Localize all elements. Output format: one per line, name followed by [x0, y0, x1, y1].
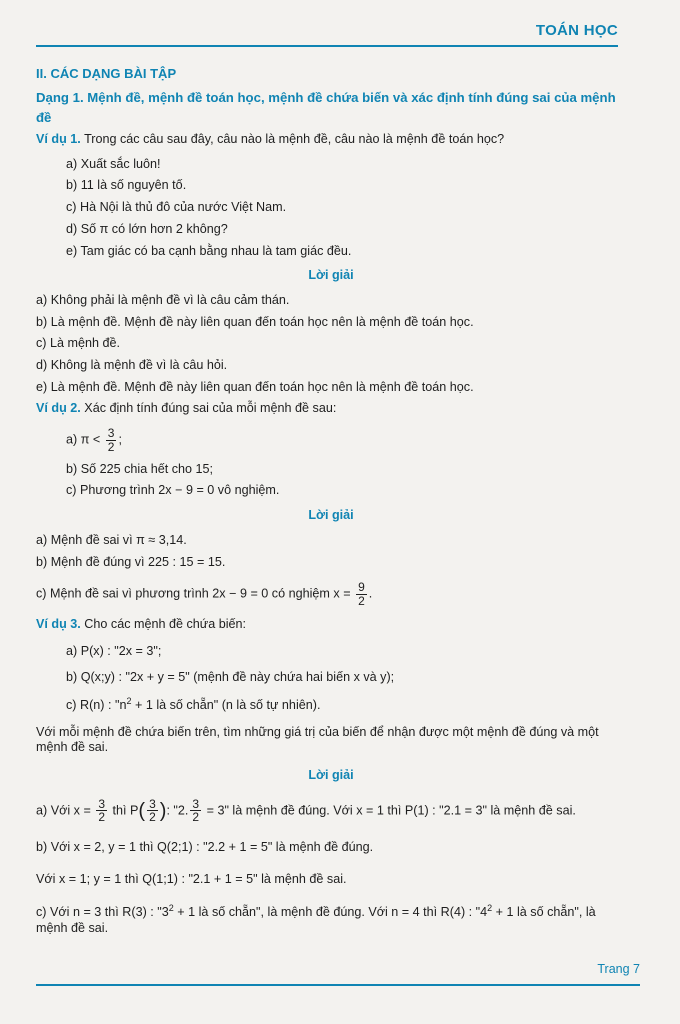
example-3-answer-b2: Với x = 1; y = 1 thì Q(1;1) : "2.1 + 1 = 5" là mệnh đề sai.: [36, 871, 347, 886]
close-paren: ): [159, 799, 167, 822]
exponent: 2: [126, 695, 132, 706]
example-3-item-c-suffix: + 1 là số chẵn" (n là số tự nhiên).: [131, 697, 321, 712]
fraction-9-2: [356, 581, 367, 607]
example-3-item-c: [66, 691, 626, 719]
example-1-answer-d: d) Không là mệnh đề vì là câu hỏi.: [36, 358, 228, 373]
footer-rule: [36, 984, 640, 986]
example-2-answer-a: a) Mệnh đề sai vì π ≈ 3,14.: [36, 532, 187, 547]
example-3-text: Cho các mệnh đề chứa biến:: [80, 617, 247, 632]
fraction-3-2: [147, 798, 158, 824]
fraction-denominator: 2: [98, 810, 105, 825]
example-3: [36, 617, 626, 633]
example-3-solution-label: Lời giải: [308, 768, 354, 783]
example-3-item-a: a) P(x) : "2x = 3";: [66, 644, 162, 659]
example-2-item-b: b) Số 225 chia hết cho 15;: [66, 461, 214, 476]
example-2-label: Ví dụ 2.: [36, 400, 81, 415]
example-2-answer-b: b) Mệnh đề đúng vì 225 : 15 = 15.: [36, 554, 226, 569]
example-3-item-c-prefix: c) R(n) : "n: [66, 697, 127, 712]
fraction-numerator: 3: [107, 426, 115, 441]
example-3-answer-c: [36, 895, 626, 945]
example-3-item-b: b) Q(x;y) : "2x + y = 5" (mệnh đề này chứa hai biến x và y);: [66, 669, 395, 684]
open-paren: (: [138, 799, 146, 822]
fraction-denominator: 2: [358, 593, 365, 608]
fraction-numerator: 3: [149, 796, 156, 811]
example-3-answer-a-p3: : "2.: [166, 803, 189, 818]
fraction-3-2: [190, 798, 201, 824]
example-2-answer-c: [36, 573, 626, 615]
example-3-answer-b1: b) Với x = 2, y = 1 thì Q(2;1) : "2.2 + 1 = 5" là mệnh đề đúng.: [36, 839, 374, 854]
example-1-answer-b: b) Là mệnh đề. Mệnh đề này liên quan đến toán học nên là mệnh đề toán học.: [36, 314, 474, 329]
example-1-answer-a: a) Không phải là mệnh đề vì là câu cảm thán.: [36, 292, 290, 307]
example-3-label: Ví dụ 3.: [36, 617, 81, 632]
example-3-answer-c-p1: c) Với n = 3 thì R(3) : "3: [36, 905, 169, 920]
example-1-item-c: c) Hà Nội là thủ đô của nước Việt Nam.: [66, 200, 287, 215]
fraction-numerator: 9: [358, 580, 365, 595]
example-2-item-a: [66, 422, 626, 458]
header-title: TOÁN HỌC: [535, 22, 618, 39]
example-3-paragraph: Với mỗi mệnh đề chứa biến trên, tìm những giá trị của biến để nhận được một mệnh đề đúng và một mệnh đề sai.: [36, 724, 599, 755]
example-3-answer-c-p3: + 1 là số chẵn", là mệnh đề sai.: [36, 905, 596, 936]
example-1-item-a: a) Xuất sắc luôn!: [66, 156, 161, 171]
fraction-3-2: [106, 427, 117, 453]
fraction-numerator: 3: [192, 796, 200, 811]
example-1-text: Trong các câu sau đây, câu nào là mệnh đề, câu nào là mệnh đề toán học?: [80, 131, 505, 146]
fraction-denominator: 2: [149, 810, 156, 825]
fraction-3-2: [96, 798, 107, 824]
fraction-denominator: 2: [107, 439, 115, 454]
fraction-denominator: 2: [192, 810, 200, 825]
exponent: 2: [487, 903, 493, 914]
page-number: Trang 7: [597, 962, 640, 976]
dang1-title: Dạng 1. Mệnh đề, mệnh đề toán học, mệnh đề chứa biến và xác định tính đúng sai của mệnh đề: [36, 90, 616, 126]
example-3-answer-a-p1: a) Với x =: [36, 803, 91, 818]
example-1-solution-label: Lời giải: [308, 268, 354, 283]
example-1-answer-e: e) Là mệnh đề. Mệnh đề này liên quan đến toán học nên là mệnh đề toán học.: [36, 379, 474, 394]
example-2: [36, 401, 626, 417]
example-1-item-d: d) Số π có lớn hơn 2 không?: [66, 221, 228, 236]
header-rule: [36, 45, 618, 47]
example-1-item-b: b) 11 là số nguyên tố.: [66, 178, 187, 193]
example-2-solution-label: Lời giải: [308, 508, 354, 523]
example-2-item-a-prefix: a) π <: [66, 432, 101, 447]
exponent: 2: [168, 903, 174, 914]
section-title: II. CÁC DẠNG BÀI TẬP: [36, 66, 177, 81]
example-2-answer-c-suffix: .: [368, 586, 373, 601]
content: [36, 66, 626, 945]
example-3-answer-c-p2: + 1 là số chẵn", là mệnh đề đúng. Với n = 4 thì R(4) : "4: [173, 905, 488, 920]
example-3-answer-a: [36, 790, 626, 832]
example-1-answer-c: c) Là mệnh đề.: [36, 336, 121, 351]
example-2-item-a-suffix: ;: [118, 432, 122, 447]
example-1-item-e: e) Tam giác có ba cạnh bằng nhau là tam giác đều.: [66, 243, 352, 258]
example-1: [36, 132, 626, 148]
example-2-item-c: c) Phương trình 2x − 9 = 0 vô nghiệm.: [66, 483, 280, 498]
example-3-answer-a-p4: = 3" là mệnh đề đúng. Với x = 1 thì P(1) : "2.1 = 3" là mệnh đề sai.: [206, 803, 576, 818]
example-1-label: Ví dụ 1.: [36, 131, 81, 146]
fraction-numerator: 3: [98, 796, 105, 811]
example-2-answer-c-prefix: c) Mệnh đề sai vì phương trình 2x − 9 = 0 có nghiệm x =: [36, 586, 351, 601]
example-2-text: Xác định tính đúng sai của mỗi mệnh đề sau:: [80, 400, 337, 415]
example-3-answer-a-p2: thì P: [112, 803, 139, 818]
